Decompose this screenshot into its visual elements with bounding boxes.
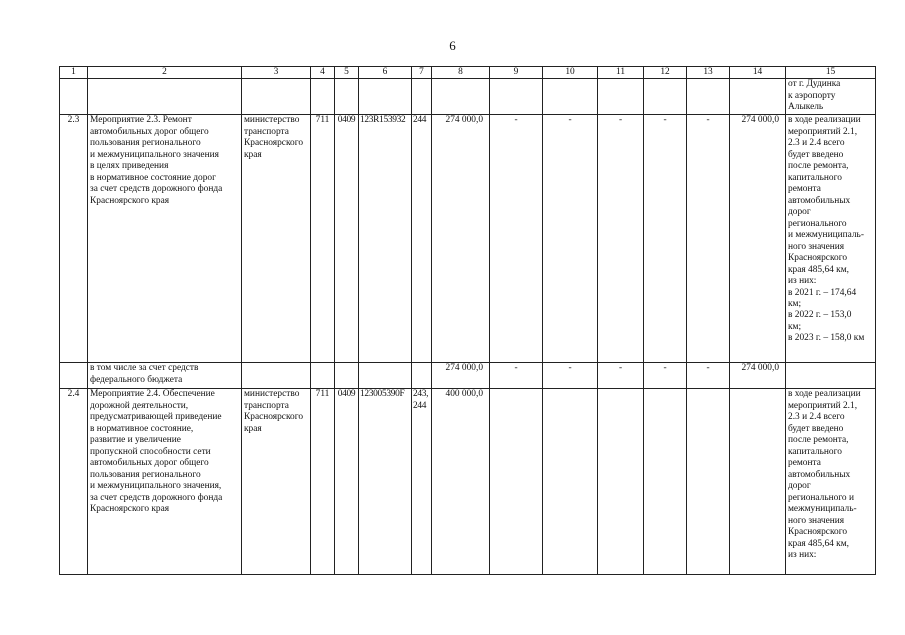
cell-line: 243, — [413, 389, 429, 400]
cell-line: дорог — [788, 481, 811, 492]
cell-line: Красноярского — [244, 138, 304, 149]
cell-line: дорожной деятельности, — [90, 400, 189, 411]
cell-line: федерального бюджета — [90, 374, 183, 385]
cell-line: пользования регионального — [90, 138, 201, 149]
cell-line: края 485,64 км, — [788, 538, 850, 549]
cell-result — [786, 115, 876, 363]
cell-amount: 274 000,0 — [730, 363, 786, 389]
cell-line: ремонта — [788, 458, 821, 469]
cell-line: Алыкель — [788, 102, 824, 113]
cell-value: - — [644, 363, 687, 389]
cell-line: в 2021 г. – 174,64 — [788, 287, 857, 298]
cell-item-number: 2.4 — [60, 389, 88, 575]
cell-empty — [311, 363, 335, 389]
cell-line: 244 — [413, 400, 427, 411]
cell-empty — [335, 79, 359, 115]
cell-amount-total: 274 000,0 — [432, 363, 490, 389]
cell-line: будет введено — [788, 423, 844, 434]
cell-empty — [687, 79, 730, 115]
header-cell: 4 — [311, 67, 335, 79]
cell-empty — [730, 79, 786, 115]
cell-result — [786, 79, 876, 115]
cell-line: в ходе реализации — [788, 389, 861, 400]
cell-line: км; — [788, 298, 802, 309]
cell-amount-total: 400 000,0 — [432, 389, 490, 575]
cell-line: мероприятий 2.1, — [788, 126, 858, 137]
cell-measure-name — [88, 389, 242, 575]
cell-rzpr: 0409 — [335, 115, 359, 363]
cell-line: км; — [788, 321, 802, 332]
cell-grbs: 711 — [311, 389, 335, 575]
header-cell: 11 — [598, 67, 644, 79]
cell-empty — [412, 363, 432, 389]
program-table — [59, 66, 876, 575]
cell-line: Красноярского края — [90, 195, 170, 206]
cell-line: 2.3 и 2.4 всего — [788, 138, 845, 149]
cell-line: за счет средств дорожного фонда — [90, 492, 223, 503]
cell-line: Красноярского края — [90, 504, 170, 515]
cell-value: - — [644, 115, 687, 363]
cell-value: - — [490, 115, 543, 363]
cell-agency — [242, 389, 311, 575]
cell-line: от г. Дудинка — [788, 79, 841, 90]
cell-empty — [60, 363, 88, 389]
cell-vr — [412, 389, 432, 575]
header-cell: 6 — [359, 67, 412, 79]
cell-value: - — [543, 115, 598, 363]
cell-line: капитального — [788, 172, 842, 183]
cell-line: Мероприятие 2.4. Обеспечение — [90, 389, 215, 400]
cell-empty — [644, 79, 687, 115]
cell-csr: 123005390F — [359, 389, 412, 575]
cell-empty — [88, 79, 242, 115]
cell-empty — [644, 389, 687, 575]
cell-line: в нормативное состояние дорог — [90, 172, 216, 183]
cell-empty — [242, 363, 311, 389]
header-cell: 10 — [543, 67, 598, 79]
cell-empty — [242, 79, 311, 115]
cell-value: - — [490, 363, 543, 389]
header-cell: 13 — [687, 67, 730, 79]
cell-line: и межмуниципального значения, — [90, 481, 222, 492]
cell-line: пропускной способности сети — [90, 446, 211, 457]
cell-line: межмуниципаль- — [788, 504, 857, 515]
column-number-row — [60, 67, 876, 79]
table-row-2-4 — [60, 389, 876, 575]
cell-grbs: 711 — [311, 115, 335, 363]
table-row-federal — [60, 363, 876, 389]
cell-line: дорог — [788, 207, 811, 218]
cell-line: ного значения — [788, 241, 845, 252]
cell-amount: 274 000,0 — [730, 115, 786, 363]
cell-line: в 2022 г. – 153,0 — [788, 310, 852, 321]
cell-value: - — [598, 363, 644, 389]
cell-line: в 2023 г. – 158,0 км — [788, 333, 865, 344]
cell-measure-name — [88, 115, 242, 363]
header-cell: 1 — [60, 67, 88, 79]
cell-line: развитие и увеличение — [90, 435, 181, 446]
cell-vr: 244 — [412, 115, 432, 363]
cell-result — [786, 389, 876, 575]
cell-line: регионального и — [788, 492, 854, 503]
cell-value: - — [687, 115, 730, 363]
cell-line: Красноярского — [244, 412, 304, 423]
table-row-continuation — [60, 79, 876, 115]
cell-line: и межмуниципального значения — [90, 149, 219, 160]
header-cell: 14 — [730, 67, 786, 79]
cell-line: края 485,64 км, — [788, 264, 850, 275]
cell-value: - — [598, 115, 644, 363]
header-cell: 7 — [412, 67, 432, 79]
cell-line: из них: — [788, 276, 817, 287]
cell-line: после ремонта, — [788, 435, 849, 446]
cell-empty — [432, 79, 490, 115]
cell-line: предусматривающей приведение — [90, 412, 222, 423]
cell-line: ного значения — [788, 515, 845, 526]
cell-empty — [598, 389, 644, 575]
cell-empty — [543, 389, 598, 575]
cell-empty — [359, 363, 412, 389]
cell-line: после ремонта, — [788, 161, 849, 172]
cell-value: - — [543, 363, 598, 389]
cell-line: в том числе за счет средств — [90, 363, 199, 374]
cell-empty — [60, 79, 88, 115]
cell-value: - — [687, 363, 730, 389]
cell-line: капитального — [788, 446, 842, 457]
cell-line: будет введено — [788, 149, 844, 160]
page-number: 6 — [449, 38, 456, 53]
cell-line: Мероприятие 2.3. Ремонт — [90, 115, 192, 126]
cell-empty — [598, 79, 644, 115]
header-cell: 9 — [490, 67, 543, 79]
cell-line: Красноярского — [788, 253, 848, 264]
cell-line: автомобильных дорог общего — [90, 458, 209, 469]
header-cell: 3 — [242, 67, 311, 79]
cell-line: 2.3 и 2.4 всего — [788, 412, 845, 423]
cell-line: транспорта — [244, 400, 289, 411]
cell-agency — [242, 115, 311, 363]
cell-empty — [311, 79, 335, 115]
cell-measure-name — [88, 363, 242, 389]
cell-line: автомобильных дорог общего — [90, 126, 209, 137]
cell-line: за счет средств дорожного фонда — [90, 184, 223, 195]
cell-line: транспорта — [244, 126, 289, 137]
cell-empty — [490, 389, 543, 575]
cell-empty — [786, 363, 876, 389]
header-cell: 12 — [644, 67, 687, 79]
cell-empty — [687, 389, 730, 575]
cell-line: в целях приведения — [90, 161, 169, 172]
cell-empty — [412, 79, 432, 115]
cell-line: из них: — [788, 550, 817, 561]
cell-line: мероприятий 2.1, — [788, 400, 858, 411]
cell-empty — [490, 79, 543, 115]
cell-rzpr: 0409 — [335, 389, 359, 575]
cell-line: ремонта — [788, 184, 821, 195]
cell-item-number: 2.3 — [60, 115, 88, 363]
cell-line: в нормативное состояние, — [90, 423, 194, 434]
cell-line: к аэропорту — [788, 90, 836, 101]
cell-line: автомобильных — [788, 195, 851, 206]
cell-line: в ходе реализации — [788, 115, 861, 126]
cell-line: министерство — [244, 389, 300, 400]
cell-line: автомобильных — [788, 469, 851, 480]
cell-line: министерство — [244, 115, 300, 126]
cell-line: края — [244, 423, 262, 434]
cell-csr: 123R153932 — [359, 115, 412, 363]
cell-empty — [335, 363, 359, 389]
header-cell: 2 — [88, 67, 242, 79]
cell-line: пользования регионального — [90, 469, 201, 480]
header-cell: 5 — [335, 67, 359, 79]
header-cell: 8 — [432, 67, 490, 79]
cell-line: края — [244, 149, 262, 160]
cell-line: регионального — [788, 218, 847, 229]
cell-amount-total: 274 000,0 — [432, 115, 490, 363]
cell-line: Красноярского — [788, 527, 848, 538]
cell-empty — [359, 79, 412, 115]
header-cell: 15 — [786, 67, 876, 79]
table-row-2-3 — [60, 115, 876, 363]
cell-line: и межмуниципаль- — [788, 230, 864, 241]
cell-empty — [730, 389, 786, 575]
cell-empty — [543, 79, 598, 115]
